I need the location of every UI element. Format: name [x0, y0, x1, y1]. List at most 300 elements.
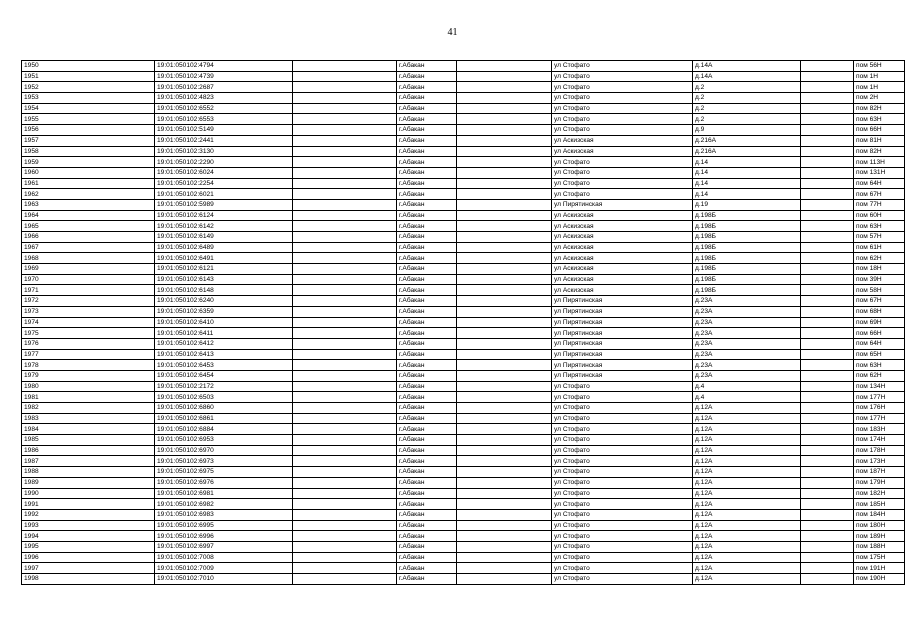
house-cell: д.198Б: [693, 232, 801, 243]
premises-cell: пом 2Н: [854, 93, 905, 104]
table-row: [22, 435, 905, 446]
empty-cell-cell: [293, 403, 397, 414]
house-cell: д.12А: [693, 509, 801, 520]
row-number-cell: 1998: [22, 574, 155, 585]
table-row: [22, 370, 905, 381]
premises-cell: пом 77Н: [854, 199, 905, 210]
city-cell: г.Абакан: [397, 306, 457, 317]
empty-cell-cell: [293, 467, 397, 478]
city-cell: г.Абакан: [397, 317, 457, 328]
row-number-cell: 1979: [22, 370, 155, 381]
cadastral-number-cell: 19:01:050102:6981: [155, 488, 293, 499]
table-row: [22, 93, 905, 104]
table-row: [22, 61, 905, 72]
table-row: [22, 328, 905, 339]
row-number-cell: 1971: [22, 285, 155, 296]
premises-cell: пом 1Н: [854, 71, 905, 82]
street-cell: ул Стофато: [552, 403, 693, 414]
premises-cell: пом 69Н: [854, 317, 905, 328]
empty-cell-cell: [801, 413, 854, 424]
premises-cell: пом 134Н: [854, 381, 905, 392]
cadastral-number-cell: 19:01:050102:6453: [155, 360, 293, 371]
city-cell: г.Абакан: [397, 509, 457, 520]
empty-cell-cell: [293, 135, 397, 146]
row-number-cell: 1955: [22, 114, 155, 125]
premises-cell: пом 174Н: [854, 435, 905, 446]
street-cell: ул Аскизская: [552, 146, 693, 157]
table-row: [22, 189, 905, 200]
empty-cell-cell: [801, 296, 854, 307]
cadastral-number-cell: 19:01:050102:6411: [155, 328, 293, 339]
premises-cell: пом 65Н: [854, 349, 905, 360]
house-cell: д.14: [693, 157, 801, 168]
table-row: [22, 509, 905, 520]
empty-cell-cell: [457, 403, 552, 414]
table-row: [22, 232, 905, 243]
cadastral-number-cell: 19:01:050102:6884: [155, 424, 293, 435]
empty-cell-cell: [801, 232, 854, 243]
row-number-cell: 1951: [22, 71, 155, 82]
row-number-cell: 1985: [22, 435, 155, 446]
premises-cell: пом 178Н: [854, 445, 905, 456]
empty-cell-cell: [801, 360, 854, 371]
empty-cell-cell: [293, 114, 397, 125]
empty-cell-cell: [293, 189, 397, 200]
street-cell: ул Стофато: [552, 574, 693, 585]
table-row: [22, 125, 905, 136]
empty-cell-cell: [457, 445, 552, 456]
street-cell: ул Стофато: [552, 531, 693, 542]
empty-cell-cell: [293, 93, 397, 104]
empty-cell-cell: [293, 306, 397, 317]
cadastral-number-cell: 19:01:050102:6121: [155, 264, 293, 275]
row-number-cell: 1966: [22, 232, 155, 243]
cadastral-number-cell: 19:01:050102:7010: [155, 574, 293, 585]
premises-cell: пом 189Н: [854, 531, 905, 542]
empty-cell-cell: [457, 541, 552, 552]
empty-cell-cell: [293, 71, 397, 82]
street-cell: ул Стофато: [552, 424, 693, 435]
empty-cell-cell: [457, 135, 552, 146]
empty-cell-cell: [293, 445, 397, 456]
empty-cell-cell: [457, 114, 552, 125]
house-cell: д.14: [693, 167, 801, 178]
table-row: [22, 413, 905, 424]
premises-cell: пом 176Н: [854, 403, 905, 414]
empty-cell-cell: [457, 285, 552, 296]
empty-cell-cell: [801, 424, 854, 435]
cadastral-number-cell: 19:01:050102:4739: [155, 71, 293, 82]
premises-cell: пом 63Н: [854, 360, 905, 371]
empty-cell-cell: [457, 328, 552, 339]
street-cell: ул Стофато: [552, 499, 693, 510]
table-row: [22, 264, 905, 275]
house-cell: д.12А: [693, 531, 801, 542]
premises-cell: пом 66Н: [854, 125, 905, 136]
empty-cell-cell: [293, 328, 397, 339]
cadastral-number-cell: 19:01:050102:6976: [155, 477, 293, 488]
cadastral-number-cell: 19:01:050102:6143: [155, 274, 293, 285]
house-cell: д.12А: [693, 541, 801, 552]
cadastral-number-cell: 19:01:050102:2290: [155, 157, 293, 168]
street-cell: ул Пирятинская: [552, 349, 693, 360]
premises-cell: пом 67Н: [854, 296, 905, 307]
table-row: [22, 499, 905, 510]
empty-cell-cell: [293, 178, 397, 189]
empty-cell-cell: [801, 82, 854, 93]
empty-cell-cell: [293, 360, 397, 371]
empty-cell-cell: [801, 61, 854, 72]
empty-cell-cell: [801, 242, 854, 253]
house-cell: д.198Б: [693, 253, 801, 264]
table-row: [22, 210, 905, 221]
cadastral-number-cell: 19:01:050102:6148: [155, 285, 293, 296]
premises-cell: пом 63Н: [854, 114, 905, 125]
city-cell: г.Абакан: [397, 285, 457, 296]
row-number-cell: 1961: [22, 178, 155, 189]
empty-cell-cell: [457, 552, 552, 563]
row-number-cell: 1984: [22, 424, 155, 435]
premises-cell: пом 63Н: [854, 221, 905, 232]
city-cell: г.Абакан: [397, 467, 457, 478]
empty-cell-cell: [457, 392, 552, 403]
street-cell: ул Пирятинская: [552, 338, 693, 349]
house-cell: д.216А: [693, 135, 801, 146]
row-number-cell: 1952: [22, 82, 155, 93]
street-cell: ул Аскизская: [552, 210, 693, 221]
empty-cell-cell: [457, 242, 552, 253]
premises-cell: пом 182Н: [854, 488, 905, 499]
table-row: [22, 563, 905, 574]
street-cell: ул Стофато: [552, 392, 693, 403]
empty-cell-cell: [457, 488, 552, 499]
empty-cell-cell: [457, 531, 552, 542]
empty-cell-cell: [293, 563, 397, 574]
house-cell: д.23А: [693, 370, 801, 381]
table-row: [22, 253, 905, 264]
premises-cell: пом 179Н: [854, 477, 905, 488]
street-cell: ул Стофато: [552, 167, 693, 178]
house-cell: д.14: [693, 178, 801, 189]
empty-cell-cell: [293, 167, 397, 178]
table-row: [22, 477, 905, 488]
house-cell: д.198Б: [693, 274, 801, 285]
house-cell: д.2: [693, 114, 801, 125]
table-row: [22, 274, 905, 285]
cadastral-number-cell: 19:01:050102:6860: [155, 403, 293, 414]
street-cell: ул Аскизская: [552, 232, 693, 243]
row-number-cell: 1950: [22, 61, 155, 72]
empty-cell-cell: [293, 264, 397, 275]
street-cell: ул Стофато: [552, 541, 693, 552]
empty-cell-cell: [293, 456, 397, 467]
empty-cell-cell: [457, 574, 552, 585]
street-cell: ул Пирятинская: [552, 199, 693, 210]
row-number-cell: 1970: [22, 274, 155, 285]
table-row: [22, 552, 905, 563]
street-cell: ул Стофато: [552, 381, 693, 392]
premises-cell: пом 81Н: [854, 135, 905, 146]
empty-cell-cell: [801, 574, 854, 585]
row-number-cell: 1974: [22, 317, 155, 328]
empty-cell-cell: [801, 477, 854, 488]
street-cell: ул Стофато: [552, 82, 693, 93]
house-cell: д.23А: [693, 296, 801, 307]
cadastral-number-cell: 19:01:050102:6973: [155, 456, 293, 467]
house-cell: д.198Б: [693, 242, 801, 253]
table-row: [22, 360, 905, 371]
empty-cell-cell: [457, 82, 552, 93]
premises-cell: пом 177Н: [854, 392, 905, 403]
house-cell: д.12А: [693, 413, 801, 424]
city-cell: г.Абакан: [397, 167, 457, 178]
empty-cell-cell: [457, 199, 552, 210]
empty-cell-cell: [293, 199, 397, 210]
row-number-cell: 1978: [22, 360, 155, 371]
cadastral-number-cell: 19:01:050102:6124: [155, 210, 293, 221]
empty-cell-cell: [801, 189, 854, 200]
table-row: [22, 221, 905, 232]
row-number-cell: 1973: [22, 306, 155, 317]
street-cell: ул Пирятинская: [552, 296, 693, 307]
house-cell: д.14: [693, 189, 801, 200]
empty-cell-cell: [293, 274, 397, 285]
city-cell: г.Абакан: [397, 61, 457, 72]
cadastral-number-cell: 19:01:050102:6975: [155, 467, 293, 478]
registry-body: [22, 61, 905, 585]
page-number: 41: [447, 27, 458, 38]
premises-cell: пом 1Н: [854, 82, 905, 93]
premises-cell: пом 56Н: [854, 61, 905, 72]
street-cell: ул Стофато: [552, 189, 693, 200]
table-row: [22, 338, 905, 349]
table-row: [22, 456, 905, 467]
house-cell: д.9: [693, 125, 801, 136]
row-number-cell: 1997: [22, 563, 155, 574]
empty-cell-cell: [801, 306, 854, 317]
city-cell: г.Абакан: [397, 520, 457, 531]
table-row: [22, 167, 905, 178]
empty-cell-cell: [293, 296, 397, 307]
premises-cell: пом 64Н: [854, 338, 905, 349]
row-number-cell: 1954: [22, 103, 155, 114]
cadastral-number-cell: 19:01:050102:6503: [155, 392, 293, 403]
empty-cell-cell: [293, 509, 397, 520]
empty-cell-cell: [293, 221, 397, 232]
table-row: [22, 574, 905, 585]
city-cell: г.Абакан: [397, 392, 457, 403]
empty-cell-cell: [801, 157, 854, 168]
empty-cell-cell: [457, 167, 552, 178]
empty-cell-cell: [293, 253, 397, 264]
row-number-cell: 1995: [22, 541, 155, 552]
empty-cell-cell: [293, 232, 397, 243]
empty-cell-cell: [457, 189, 552, 200]
empty-cell-cell: [293, 82, 397, 93]
empty-cell-cell: [801, 541, 854, 552]
table-row: [22, 157, 905, 168]
table-row: [22, 488, 905, 499]
row-number-cell: 1982: [22, 403, 155, 414]
empty-cell-cell: [801, 167, 854, 178]
street-cell: ул Стофато: [552, 445, 693, 456]
empty-cell-cell: [457, 103, 552, 114]
empty-cell-cell: [457, 456, 552, 467]
empty-cell-cell: [293, 520, 397, 531]
empty-cell-cell: [457, 477, 552, 488]
city-cell: г.Абакан: [397, 125, 457, 136]
row-number-cell: 1992: [22, 509, 155, 520]
cadastral-number-cell: 19:01:050102:5989: [155, 199, 293, 210]
street-cell: ул Аскизская: [552, 221, 693, 232]
cadastral-number-cell: 19:01:050102:6412: [155, 338, 293, 349]
empty-cell-cell: [801, 520, 854, 531]
cadastral-number-cell: 19:01:050102:7009: [155, 563, 293, 574]
street-cell: ул Стофато: [552, 435, 693, 446]
row-number-cell: 1959: [22, 157, 155, 168]
empty-cell-cell: [293, 370, 397, 381]
street-cell: ул Стофато: [552, 488, 693, 499]
empty-cell-cell: [801, 125, 854, 136]
street-cell: ул Стофато: [552, 61, 693, 72]
table-row: [22, 520, 905, 531]
empty-cell-cell: [801, 349, 854, 360]
cadastral-number-cell: 19:01:050102:4794: [155, 61, 293, 72]
row-number-cell: 1977: [22, 349, 155, 360]
premises-cell: пом 61Н: [854, 242, 905, 253]
empty-cell-cell: [293, 157, 397, 168]
street-cell: ул Аскизская: [552, 253, 693, 264]
premises-cell: пом 131Н: [854, 167, 905, 178]
street-cell: ул Аскизская: [552, 274, 693, 285]
empty-cell-cell: [457, 146, 552, 157]
city-cell: г.Абакан: [397, 381, 457, 392]
table-row: [22, 146, 905, 157]
cadastral-number-cell: 19:01:050102:2172: [155, 381, 293, 392]
empty-cell-cell: [293, 552, 397, 563]
empty-cell-cell: [293, 424, 397, 435]
row-number-cell: 1965: [22, 221, 155, 232]
city-cell: г.Абакан: [397, 253, 457, 264]
empty-cell-cell: [801, 531, 854, 542]
city-cell: г.Абакан: [397, 413, 457, 424]
empty-cell-cell: [457, 93, 552, 104]
cadastral-number-cell: 19:01:050102:6996: [155, 531, 293, 542]
table-row: [22, 317, 905, 328]
row-number-cell: 1976: [22, 338, 155, 349]
empty-cell-cell: [457, 210, 552, 221]
premises-cell: пом 177Н: [854, 413, 905, 424]
premises-cell: пом 183Н: [854, 424, 905, 435]
empty-cell-cell: [293, 574, 397, 585]
empty-cell-cell: [293, 477, 397, 488]
house-cell: д.2: [693, 93, 801, 104]
row-number-cell: 1994: [22, 531, 155, 542]
cadastral-number-cell: 19:01:050102:5149: [155, 125, 293, 136]
street-cell: ул Аскизская: [552, 242, 693, 253]
table-row: [22, 392, 905, 403]
empty-cell-cell: [457, 71, 552, 82]
city-cell: г.Абакан: [397, 82, 457, 93]
street-cell: ул Пирятинская: [552, 370, 693, 381]
empty-cell-cell: [801, 178, 854, 189]
house-cell: д.198Б: [693, 264, 801, 275]
city-cell: г.Абакан: [397, 435, 457, 446]
empty-cell-cell: [293, 242, 397, 253]
cadastral-number-cell: 19:01:050102:6491: [155, 253, 293, 264]
house-cell: д.12А: [693, 435, 801, 446]
house-cell: д.23А: [693, 317, 801, 328]
empty-cell-cell: [801, 93, 854, 104]
empty-cell-cell: [457, 435, 552, 446]
city-cell: г.Абакан: [397, 221, 457, 232]
city-cell: г.Абакан: [397, 328, 457, 339]
city-cell: г.Абакан: [397, 445, 457, 456]
premises-cell: пом 66Н: [854, 328, 905, 339]
empty-cell-cell: [293, 349, 397, 360]
empty-cell-cell: [801, 199, 854, 210]
house-cell: д.12А: [693, 499, 801, 510]
empty-cell-cell: [457, 125, 552, 136]
empty-cell-cell: [457, 509, 552, 520]
cadastral-number-cell: 19:01:050102:6970: [155, 445, 293, 456]
row-number-cell: 1958: [22, 146, 155, 157]
street-cell: ул Пирятинская: [552, 317, 693, 328]
city-cell: г.Абакан: [397, 103, 457, 114]
empty-cell-cell: [801, 563, 854, 574]
premises-cell: пом 191Н: [854, 563, 905, 574]
cadastral-number-cell: 19:01:050102:6953: [155, 435, 293, 446]
street-cell: ул Пирятинская: [552, 306, 693, 317]
premises-cell: пом 188Н: [854, 541, 905, 552]
empty-cell-cell: [293, 381, 397, 392]
row-number-cell: 1981: [22, 392, 155, 403]
empty-cell-cell: [801, 381, 854, 392]
empty-cell-cell: [457, 274, 552, 285]
premises-cell: пом 190Н: [854, 574, 905, 585]
empty-cell-cell: [801, 210, 854, 221]
house-cell: д.19: [693, 199, 801, 210]
empty-cell-cell: [293, 392, 397, 403]
house-cell: д.4: [693, 392, 801, 403]
cadastral-number-cell: 19:01:050102:6021: [155, 189, 293, 200]
row-number-cell: 1986: [22, 445, 155, 456]
row-number-cell: 1960: [22, 167, 155, 178]
house-cell: д.23А: [693, 360, 801, 371]
city-cell: г.Абакан: [397, 456, 457, 467]
city-cell: г.Абакан: [397, 477, 457, 488]
premises-cell: пом 82Н: [854, 146, 905, 157]
row-number-cell: 1980: [22, 381, 155, 392]
street-cell: ул Стофато: [552, 157, 693, 168]
empty-cell-cell: [457, 178, 552, 189]
city-cell: г.Абакан: [397, 574, 457, 585]
street-cell: ул Стофато: [552, 477, 693, 488]
empty-cell-cell: [457, 253, 552, 264]
cadastral-number-cell: 19:01:050102:6983: [155, 509, 293, 520]
table-row: [22, 424, 905, 435]
house-cell: д.23А: [693, 328, 801, 339]
city-cell: г.Абакан: [397, 338, 457, 349]
table-row: [22, 531, 905, 542]
row-number-cell: 1963: [22, 199, 155, 210]
city-cell: г.Абакан: [397, 189, 457, 200]
empty-cell-cell: [801, 274, 854, 285]
house-cell: д.198Б: [693, 285, 801, 296]
table-row: [22, 114, 905, 125]
row-number-cell: 1967: [22, 242, 155, 253]
empty-cell-cell: [801, 71, 854, 82]
